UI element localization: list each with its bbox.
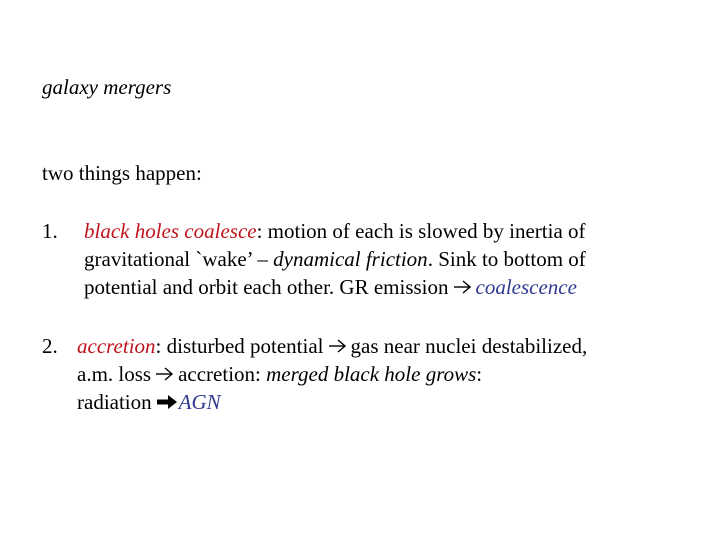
item-2-line-2-text-b: accretion:	[178, 362, 267, 386]
intro-text: two things happen:	[42, 161, 202, 185]
bold-right-arrow-icon	[156, 394, 178, 410]
coalescence-result: coalescence	[475, 275, 577, 299]
item-1-term: black holes coalesce	[84, 219, 257, 243]
slide-title: galaxy mergers	[42, 75, 172, 99]
item-2-term: accretion	[77, 334, 156, 358]
merged-black-hole-grows-term: merged black hole grows	[266, 362, 477, 386]
item-1-line-2	[84, 246, 586, 272]
item-1-line-1	[84, 218, 586, 244]
item-1-line-3-text: potential and orbit each other. GR emission	[84, 275, 449, 299]
right-arrow-icon	[453, 279, 473, 295]
item-1-line-2-text-b: . Sink to bottom of	[427, 247, 586, 271]
item-2-line-1-text-a: : disturbed potential	[155, 334, 324, 358]
item-2-line-2-text-c: :	[476, 362, 483, 386]
item-2-line-2-text-a: a.m. loss	[77, 362, 152, 386]
item-2-number: 2.	[42, 334, 58, 358]
dynamical-friction-term: dynamical friction	[273, 247, 428, 271]
item-2-line-3	[77, 389, 221, 415]
item-2-line-3-text: radiation	[77, 390, 152, 414]
item-2-line-1-text-b: gas near nuclei destabilized,	[350, 334, 588, 358]
right-arrow-icon	[328, 338, 348, 354]
agn-result: AGN	[178, 390, 221, 414]
item-2-line-1	[77, 333, 587, 359]
item-1-line-1-text: : motion of each is slowed by inertia of	[256, 219, 586, 243]
item-1-line-2-text-a: gravitational `wake’ –	[84, 247, 274, 271]
right-arrow-icon	[155, 366, 175, 382]
item-2-line-2	[77, 361, 482, 387]
item-1-number: 1.	[42, 219, 58, 243]
item-1-line-3	[84, 274, 577, 300]
